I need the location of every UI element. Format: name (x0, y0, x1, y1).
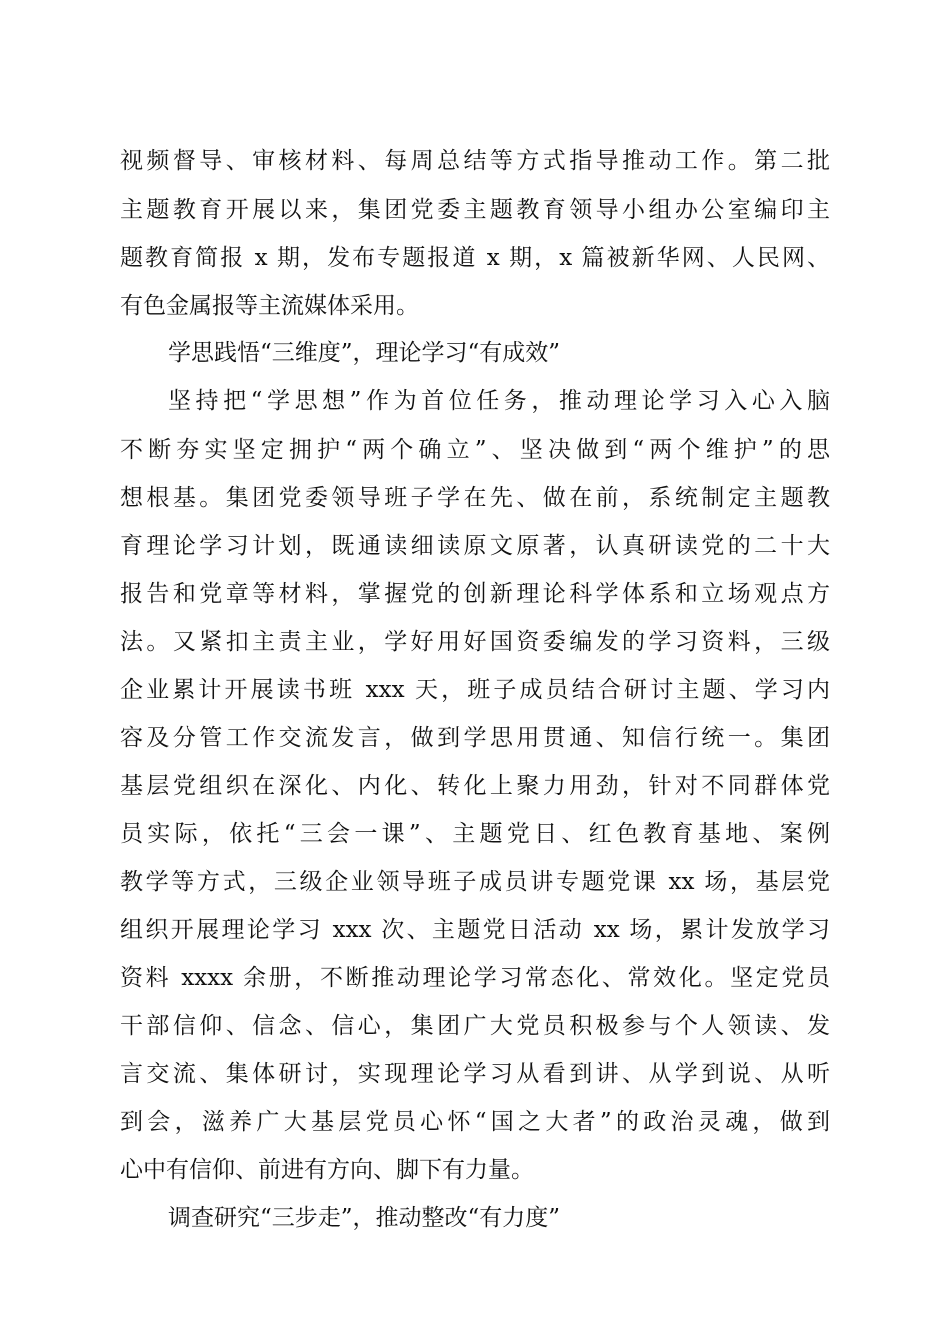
paragraph-line: 主题教育开展以来，集团党委主题教育领导小组办公室编印主 (120, 197, 830, 223)
paragraph-line: 教学等方式，三级企业领导班子成员讲专题党课 xx 场，基层党 (120, 869, 830, 895)
paragraph-line: 基层党组织在深化、内化、转化上聚力用劲，针对不同群体党 (120, 773, 830, 799)
paragraph-line: 法。又紧扣主责主业，学好用好国资委编发的学习资料，三级 (120, 629, 830, 655)
paragraph-line: 有色金属报等主流媒体采用。 (120, 293, 419, 319)
paragraph-line: 报告和党章等材料，掌握党的创新理论科学体系和立场观点方 (120, 581, 830, 607)
section-heading: 调查研究“三步走”，推动整改“有力度” (168, 1205, 561, 1231)
paragraph-line: 员实际，依托“三会一课”、主题党日、红色教育基地、案例 (120, 821, 830, 847)
paragraph-line: 容及分管工作交流发言，做到学思用贯通、知信行统一。集团 (120, 725, 830, 751)
paragraph-line: 视频督导、审核材料、每周总结等方式指导推动工作。第二批 (120, 148, 830, 174)
paragraph-line: 组织开展理论学习 xxx 次、主题党日活动 xx 场，累计发放学习 (120, 917, 830, 943)
paragraph-line: 到会，滋养广大基层党员心怀“国之大者”的政治灵魂，做到 (120, 1109, 830, 1135)
paragraph-line: 干部信仰、信念、信心，集团广大党员积极参与个人领读、发 (120, 1013, 830, 1039)
paragraph-line: 言交流、集体研讨，实现理论学习从看到讲、从学到说、从听 (120, 1061, 830, 1087)
paragraph-line: 育理论学习计划，既通读细读原文原著，认真研读党的二十大 (120, 533, 830, 559)
paragraph-line: 坚持把“学思想”作为首位任务，推动理论学习入心入脑 (168, 388, 830, 414)
paragraph-line: 不断夯实坚定拥护“两个确立”、坚决做到“两个维护”的思 (120, 437, 830, 463)
paragraph-line: 想根基。集团党委领导班子学在先、做在前，系统制定主题教 (120, 485, 830, 511)
section-heading: 学思践悟“三维度”，理论学习“有成效” (168, 340, 561, 366)
paragraph-line: 资料 xxxx 余册，不断推动理论学习常态化、常效化。坚定党员 (120, 965, 830, 991)
paragraph-line: 心中有信仰、前进有方向、脚下有力量。 (120, 1157, 534, 1183)
paragraph-line: 题教育简报 x 期，发布专题报道 x 期，x 篇被新华网、人民网、 (120, 245, 830, 271)
paragraph-line: 企业累计开展读书班 xxx 天，班子成员结合研讨主题、学习内 (120, 677, 830, 703)
